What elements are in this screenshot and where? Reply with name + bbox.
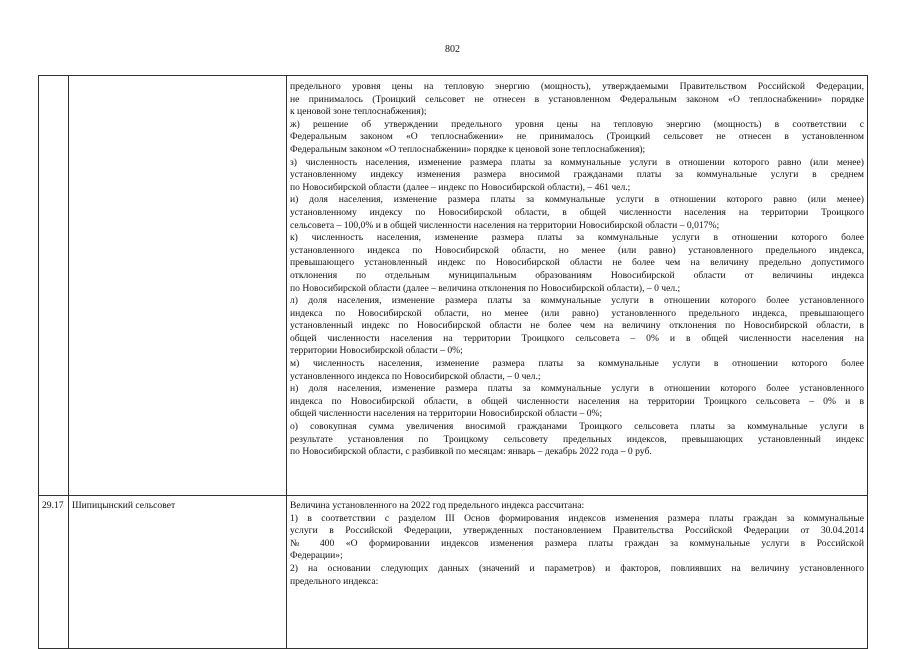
- text-line: индекса по Новосибирской области, в общей численности населения на территории Троицкого сельсовета – 0% и в: [290, 395, 864, 407]
- text-line: сельсовета – 100,0% и в общей численности населения на территории Новосибирской области – 0,017%;: [290, 219, 720, 231]
- text-line: отклонения по отдельным муниципальным образованиям Новосибирской области от величины индекса: [290, 269, 864, 281]
- text-line: установленному индексу по Новосибирской области, в общей численности населения на территории Троицкого: [290, 206, 864, 218]
- text-line: установленный индекс по Новосибирской области не более чем на величину отклонения по Новосибирской области, в: [290, 320, 864, 332]
- text-line: установленного индекса по Новосибирской области, – 0 чел.;: [290, 370, 541, 382]
- text-line: не принималось (Троицкий сельсовет не отнесен в установленном Федеральным законом «О теплоснабжении» порядке: [290, 93, 864, 105]
- row-number-cell: [39, 76, 69, 496]
- description-cell: [287, 496, 868, 649]
- text-line: индекса по Новосибирской области, но менее (или равно) установленного предельного индекса, превышающего: [290, 307, 864, 319]
- text-line: территории Новосибирской области – 0%;: [290, 345, 463, 357]
- page-number: 802: [445, 44, 460, 55]
- text-line: м) численность населения, изменение размера платы за коммунальные услуги в отношении которого более: [290, 358, 864, 370]
- text-line: общей численности населения на территории Новосибирской области – 0%;: [290, 408, 603, 420]
- text-line: Федеральным законом «О теплоснабжении» порядке к ценовой зоне теплоснабжения);: [290, 143, 646, 155]
- text-line: общей численности населения на территории Троицкого сельсовета – 0% и в общей численности населения на: [290, 332, 864, 344]
- description-cell: [287, 76, 868, 496]
- text-line: Федерации»;: [290, 550, 343, 562]
- text-line: по Новосибирской области (далее – величина отклонения по Новосибирской области), – 0 чел.;: [290, 282, 681, 294]
- text-line: ж) решение об утверждении предельного уровня цены на тепловую энергию (мощность) в соответствии с: [290, 118, 864, 130]
- text-line: к ценовой зоне теплоснабжения);: [290, 106, 427, 118]
- text-line: к) численность населения, изменение размера платы за коммунальные услуги в отношении которого более: [290, 232, 864, 244]
- municipality-name-cell: [69, 76, 287, 496]
- municipality-name-cell: Шипицынский сельсовет: [69, 496, 287, 649]
- text-line: о) совокупная сумма увеличения вносимой гражданами Троицкого сельсовета платы за коммунальные услуги в: [290, 421, 864, 433]
- text-line: Величина установленного на 2022 год предельного индекса рассчитана:: [290, 500, 585, 511]
- text-line: 2) на основании следующих данных (значений и параметров) и факторов, повлиявших на величину установленного: [290, 562, 864, 574]
- text-line: установленному индексу изменения размера вносимой гражданами платы за коммунальные услуги в среднем: [290, 169, 864, 181]
- text-line: л) доля населения, изменение размера платы за коммунальные услуги в отношении которого более установленного: [290, 295, 864, 307]
- text-line: н) доля населения, изменение размера платы за коммунальные услуги в отношении которого более установленного: [290, 383, 864, 395]
- text-line: № 400 «О формировании индексов изменения размера платы граждан за коммунальные услуги в Российской: [290, 537, 864, 549]
- row-number-cell: 29.17: [39, 496, 69, 649]
- text-line: превышающего установленный индекс по Новосибирской области не более чем на величину предельно допустимого: [290, 257, 864, 269]
- text-line: по Новосибирской области (далее – индекс по Новосибирской области), – 461 чел.;: [290, 181, 631, 193]
- text-line: Федеральным законом «О теплоснабжении» не принималось (Троицкий сельсовет не отнесен в установленном: [290, 131, 864, 143]
- table-row: [39, 76, 868, 496]
- table-row: [39, 496, 868, 649]
- text-line: результате установления по Троицкому сельсовету предельных индексов, превышающих установленный индекс: [290, 433, 864, 445]
- tariff-table: [38, 75, 868, 649]
- text-line: предельного индекса:: [290, 575, 379, 587]
- text-line: 1) в соответствии с разделом III Основ формирования индексов изменения размера платы граждан за коммунальные: [290, 512, 864, 524]
- text-line: з) численность населения, изменение размера платы за коммунальные услуги в отношении которого равно (или менее): [290, 156, 864, 168]
- text-line: предельного уровня цены на тепловую энергию (мощность), утверждаемыми Правительством Российской Федерации,: [290, 81, 864, 92]
- text-line: по Новосибирской области, с разбивкой по месяцам: январь – декабрь 2022 года – 0 руб.: [290, 446, 652, 458]
- text-line: установленного индекса по Новосибирской области, но менее (или равно) установленного предельного индекса,: [290, 244, 864, 256]
- text-line: и) доля населения, изменение размера платы за коммунальные услуги в отношении которого равно (или менее): [290, 194, 864, 206]
- text-line: услуги в Российской Федерации, утвержденных постановлением Правительства Российской Федерации от 30.04.2014: [290, 525, 864, 537]
